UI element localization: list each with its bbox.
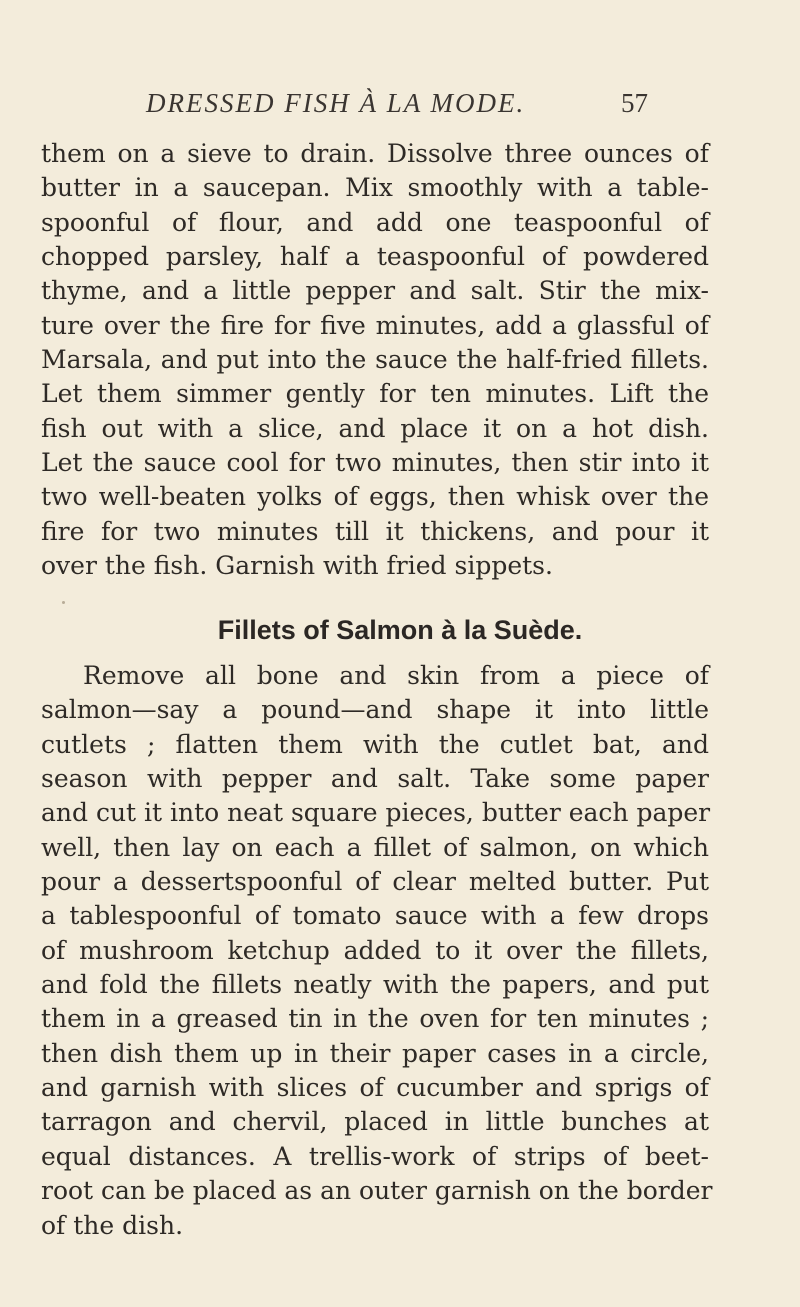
text-line: equal distances. A trellis-work of strips of beet- [41,1141,709,1171]
text-line: two well-beaten yolks of eggs, then whisk over the [41,482,709,512]
recipe-paragraph [41,659,713,1243]
text-line: Remove all bone and skin from a piece of [83,661,709,690]
text-line: a tablespoonful of tomato sauce with a few drops [41,901,709,931]
text-line: tarragon and chervil, placed in little bunches at [41,1107,709,1137]
text-line: butter in a saucepan. Mix smoothly with a table- [41,173,709,203]
text-line: fire for two minutes till it thickens, and pour it [41,516,709,546]
paragraph-continued [41,137,709,583]
text-line: salmon—say a pound—and shape it into little [41,695,709,725]
text-line: Marsala, and put into the sauce the half-fried fillets. [41,345,709,375]
text-line: ture over the fire for five minutes, add a glassful of [41,310,709,340]
text-line: over the fish. Garnish with fried sippets. [41,551,553,581]
text-line: and fold the fillets neatly with the papers, and put [41,970,709,1000]
text-line: season with pepper and salt. Take some paper [41,764,709,794]
text-line: them in a greased tin in the oven for ten minutes ; [41,1004,709,1034]
text-line: chopped parsley, half a teaspoonful of powdered [41,242,709,272]
text-line: them on a sieve to drain. Dissolve three ounces of [41,139,709,168]
text-line: then dish them up in their paper cases in a circle, [41,1038,709,1068]
text-line: Let them simmer gently for ten minutes. Lift the [41,379,709,409]
text-line: of the dish. [41,1210,184,1240]
text-line: Let the sauce cool for two minutes, then stir into it [41,448,709,478]
text-line: pour a dessertspoonful of clear melted butter. Put [41,867,709,897]
text-line: cutlets ; flatten them with the cutlet bat, and [41,729,709,759]
recipe-heading: Fillets of Salmon à la Suède. [217,615,583,645]
paper-speck [62,601,65,604]
text-line: thyme, and a little pepper and salt. Stir the mix- [41,276,709,306]
running-title: DRESSED FISH À LA MODE. [146,88,526,118]
text-line: well, then lay on each a fillet of salmon, on which [41,832,709,862]
text-line: spoonful of flour, and add one teaspoonful of [41,207,709,237]
text-line: of mushroom ketchup added to it over the fillets, [41,935,709,965]
text-line: fish out with a slice, and place it on a hot dish. [41,413,709,443]
running-head [146,88,648,128]
page-number: 57 [621,88,648,118]
text-line: and garnish with slices of cucumber and sprigs of [41,1073,709,1103]
text-line: and cut it into neat square pieces, butter each paper [41,798,711,828]
text-line: root can be placed as an outer garnish on the border [41,1176,713,1206]
